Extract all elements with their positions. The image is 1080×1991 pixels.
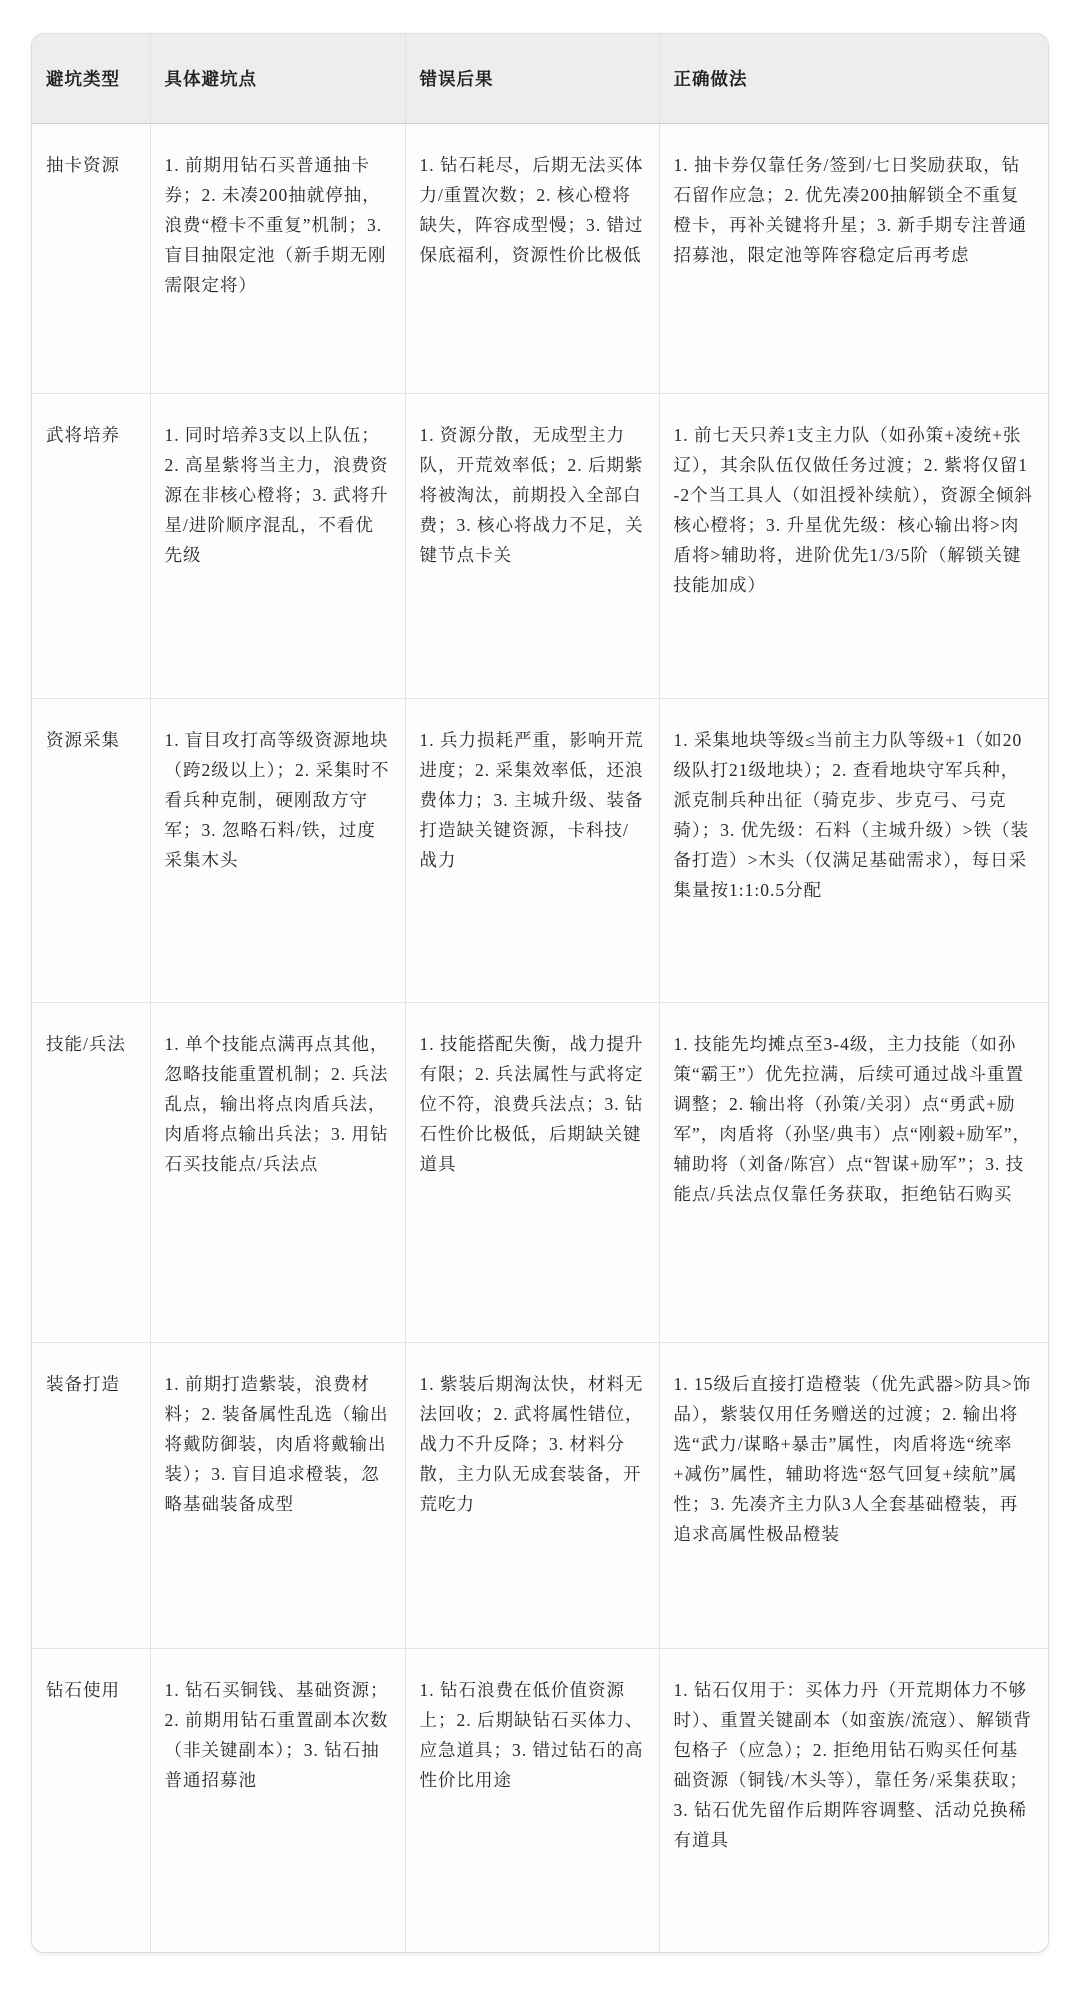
cell-consequences: 1. 钻石浪费在低价值资源上；2. 后期缺钻石买体力、应急道具；3. 错过钻石的高性价比用途 [405, 1648, 659, 1952]
cell-points: 1. 单个技能点满再点其他，忽略技能重置机制；2. 兵法乱点，输出将点肉盾兵法，肉盾将点输出兵法；3. 用钻石买技能点/兵法点 [150, 1002, 405, 1342]
cell-correct: 1. 15级后直接打造橙装（优先武器>防具>饰品），紫装仅用任务赠送的过渡；2. 输出将选“武力/谋略+暴击”属性，肉盾将选“统率+减伤”属性，辅助将选“怒气回复+续航”属性；3. 先凑齐主力队3人全套基础橙装，再追求高属性极品橙装 [659, 1342, 1048, 1648]
table-row [32, 123, 1048, 393]
table-row [32, 1648, 1048, 1952]
cell-consequences: 1. 紫装后期淘汰快，材料无法回收；2. 武将属性错位，战力不升反降；3. 材料分散，主力队无成套装备，开荒吃力 [405, 1342, 659, 1648]
header-wrong-consequences: 错误后果 [405, 34, 659, 123]
cell-points: 1. 同时培养3支以上队伍；2. 高星紫将当主力，浪费资源在非核心橙将；3. 武将升星/进阶顺序混乱，不看优先级 [150, 393, 405, 698]
cell-type: 资源采集 [32, 698, 150, 1002]
cell-type: 钻石使用 [32, 1648, 150, 1952]
table-row [32, 698, 1048, 1002]
cell-correct: 1. 技能先均摊点至3-4级，主力技能（如孙策“霸王”）优先拉满，后续可通过战斗重置调整；2. 输出将（孙策/关羽）点“勇武+励军”，肉盾将（孙坚/典韦）点“刚毅+励军”，辅助将（刘备/陈宫）点“智谋+励军”；3. 技能点/兵法点仅靠任务获取，拒绝钻石购买 [659, 1002, 1048, 1342]
cell-type: 装备打造 [32, 1342, 150, 1648]
cell-type: 技能/兵法 [32, 1002, 150, 1342]
cell-points: 1. 前期打造紫装，浪费材料；2. 装备属性乱选（输出将戴防御装，肉盾将戴输出装）；3. 盲目追求橙装，忽略基础装备成型 [150, 1342, 405, 1648]
table-row [32, 1342, 1048, 1648]
cell-points: 1. 钻石买铜钱、基础资源；2. 前期用钻石重置副本次数（非关键副本）；3. 钻石抽普通招募池 [150, 1648, 405, 1952]
header-pitfall-type: 避坑类型 [32, 34, 150, 123]
cell-consequences: 1. 资源分散，无成型主力队，开荒效率低；2. 后期紫将被淘汰，前期投入全部白费；3. 核心将战力不足，关键节点卡关 [405, 393, 659, 698]
cell-correct: 1. 钻石仅用于：买体力丹（开荒期体力不够时）、重置关键副本（如蛮族/流寇）、解锁背包格子（应急）；2. 拒绝用钻石购买任何基础资源（铜钱/木头等），靠任务/采集获取；3. 钻石优先留作后期阵容调整、活动兑换稀有道具 [659, 1648, 1048, 1952]
header-specific-points: 具体避坑点 [150, 34, 405, 123]
cell-consequences: 1. 技能搭配失衡，战力提升有限；2. 兵法属性与武将定位不符，浪费兵法点；3. 钻石性价比极低，后期缺关键道具 [405, 1002, 659, 1342]
cell-correct: 1. 采集地块等级≤当前主力队等级+1（如20级队打21级地块）；2. 查看地块守军兵种，派克制兵种出征（骑克步、步克弓、弓克骑）；3. 优先级：石料（主城升级）>铁（装备打造）>木头（仅满足基础需求），每日采集量按1:1:0.5分配 [659, 698, 1048, 1002]
table-row [32, 393, 1048, 698]
cell-type: 抽卡资源 [32, 123, 150, 393]
pitfall-guide-table [32, 34, 1048, 1952]
cell-correct: 1. 前七天只养1支主力队（如孙策+凌统+张辽），其余队伍仅做任务过渡；2. 紫将仅留1-2个当工具人（如沮授补续航），资源全倾斜核心橙将；3. 升星优先级：核心输出将>肉盾将>辅助将，进阶优先1/3/5阶（解锁关键技能加成） [659, 393, 1048, 698]
cell-consequences: 1. 兵力损耗严重，影响开荒进度；2. 采集效率低，还浪费体力；3. 主城升级、装备打造缺关键资源，卡科技/战力 [405, 698, 659, 1002]
pitfall-guide-table-container [31, 33, 1049, 1953]
cell-consequences: 1. 钻石耗尽，后期无法买体力/重置次数；2. 核心橙将缺失，阵容成型慢；3. 错过保底福利，资源性价比极低 [405, 123, 659, 393]
cell-points: 1. 盲目攻打高等级资源地块（跨2级以上）；2. 采集时不看兵种克制，硬刚敌方守军；3. 忽略石料/铁，过度采集木头 [150, 698, 405, 1002]
cell-points: 1. 前期用钻石买普通抽卡券；2. 未凑200抽就停抽，浪费“橙卡不重复”机制；3. 盲目抽限定池（新手期无刚需限定将） [150, 123, 405, 393]
cell-type: 武将培养 [32, 393, 150, 698]
table-row [32, 1002, 1048, 1342]
header-correct-practice: 正确做法 [659, 34, 1048, 123]
cell-correct: 1. 抽卡券仅靠任务/签到/七日奖励获取，钻石留作应急；2. 优先凑200抽解锁全不重复橙卡，再补关键将升星；3. 新手期专注普通招募池，限定池等阵容稳定后再考虑 [673, 154, 1027, 265]
header-row [32, 34, 1048, 123]
